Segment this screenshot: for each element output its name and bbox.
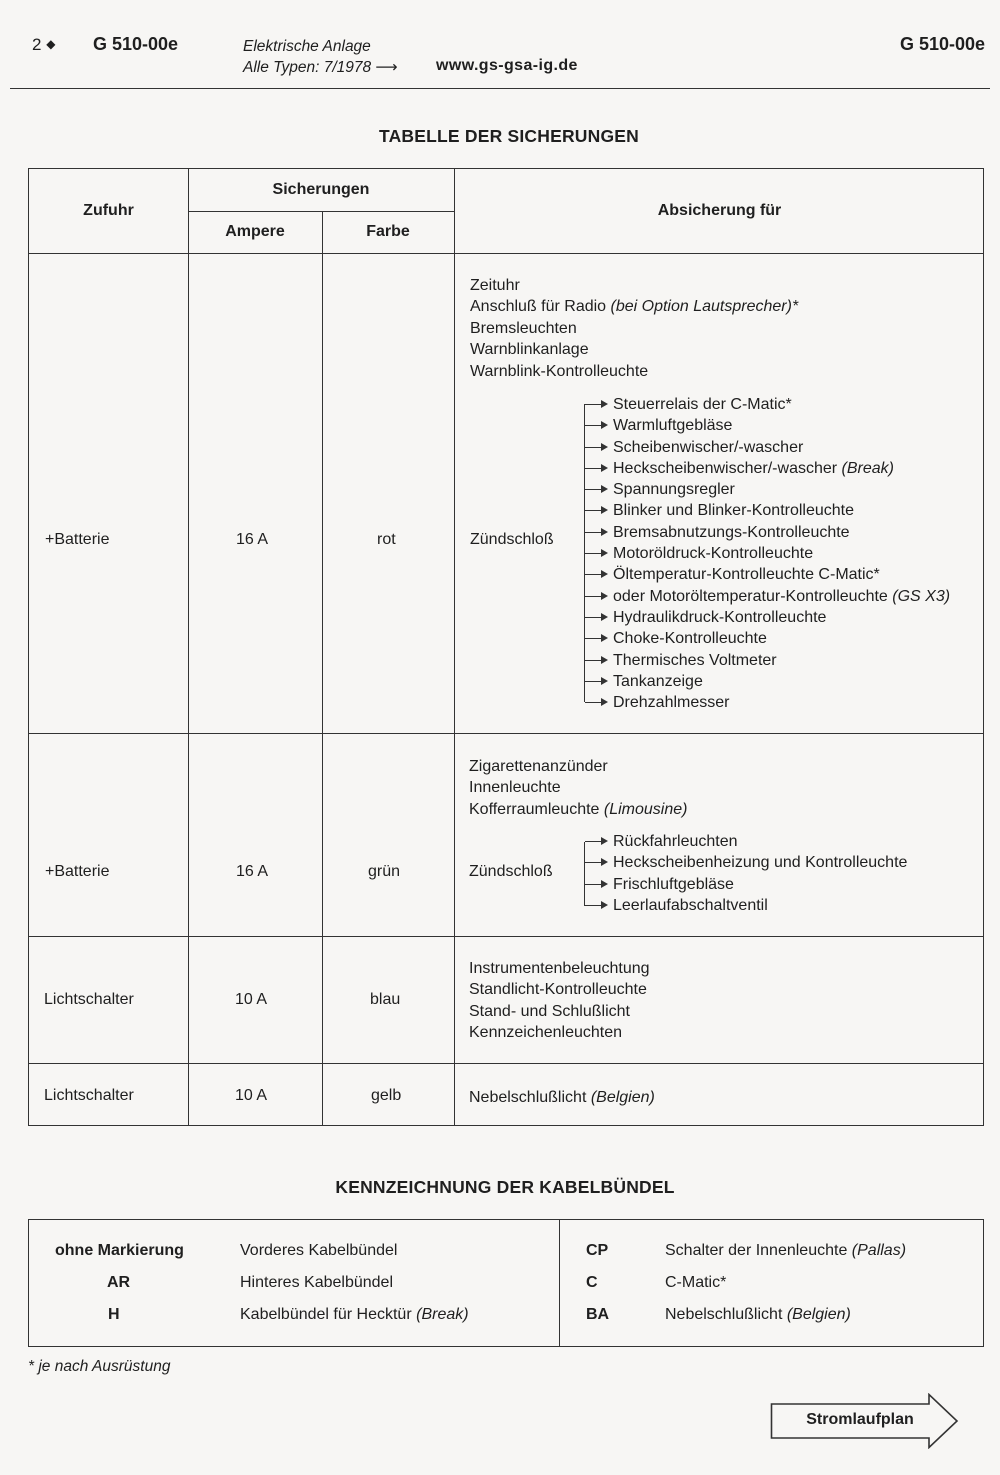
list-item: Innenleuchte — [469, 779, 561, 797]
cable-code: AR — [107, 1274, 131, 1291]
color-cell: grün — [368, 863, 401, 880]
cable-code: BA — [586, 1306, 610, 1323]
supply-cell: +Batterie — [45, 531, 110, 548]
list-item: Rückfahrleuchten — [585, 831, 907, 852]
list-item: Warmluftgebläse — [585, 415, 950, 436]
list-item: Nebelschlußlicht (Belgien) — [469, 1089, 655, 1106]
arrow-icon — [585, 404, 605, 405]
arrow-icon — [585, 702, 605, 703]
doc-code-right: G 510-00e — [899, 34, 985, 54]
supply-cell: Lichtschalter — [44, 991, 134, 1008]
cable-desc: Nebelschlußlicht (Belgien) — [665, 1306, 851, 1323]
list-item: Anschluß für Radio (bei Option Lautsprecher)* — [470, 298, 799, 316]
list-item: Instrumentenbeleuchtung — [469, 960, 650, 977]
list-item: Spannungsregler — [585, 479, 950, 500]
row-divider — [188, 211, 454, 212]
header-color: Farbe — [366, 223, 410, 240]
cable-desc: Hinteres Kabelbündel — [240, 1274, 393, 1291]
list-item: oder Motoröltemperatur-Kontrolleuchte (GS X3) — [585, 586, 950, 607]
row-divider — [29, 936, 983, 937]
fuse-table-title: TABELLE DER SICHERUNGEN — [379, 126, 639, 146]
list-item: Standlicht-Kontrolleuchte — [469, 981, 647, 999]
color-cell: gelb — [371, 1087, 402, 1104]
list-item: Motoröldruck-Kontrolleuchte — [585, 543, 950, 564]
list-item: Tankanzeige — [585, 671, 950, 692]
header-ampere: Ampere — [225, 223, 285, 240]
list-item: Stand- und Schlußlicht — [469, 1002, 630, 1020]
arrow-icon — [585, 596, 605, 597]
arrow-icon — [585, 425, 605, 426]
col-divider — [322, 211, 323, 1125]
list-item: Leerlaufabschaltventil — [585, 895, 907, 916]
arrow-icon — [585, 553, 605, 554]
arrow-icon — [585, 681, 605, 682]
switched-list — [585, 831, 907, 916]
arrow-icon — [585, 884, 605, 885]
header-protects: Absicherung für — [657, 202, 782, 219]
cable-table-title: KENNZEICHNUNG DER KABELBÜNDEL — [335, 1177, 675, 1197]
row-divider — [29, 1063, 983, 1064]
page-number-value: 2 — [32, 35, 42, 54]
ampere-cell: 10 A — [235, 991, 268, 1008]
ignition-switch-label: Zündschloß — [470, 531, 554, 548]
list-item: Steuerrelais der C-Matic* — [585, 394, 950, 415]
cable-table — [28, 1219, 984, 1347]
row-divider — [29, 253, 983, 254]
cable-code: ohne Markierung — [55, 1242, 184, 1259]
col-divider — [559, 1220, 560, 1346]
col-divider — [188, 169, 189, 1125]
ampere-cell: 16 A — [236, 863, 269, 880]
list-item: Zigarettenanzünder — [469, 758, 608, 775]
list-item: Zeituhr — [470, 277, 520, 294]
page-number — [32, 35, 55, 55]
col-divider — [454, 169, 455, 1125]
arrow-icon — [585, 532, 605, 533]
arrow-icon — [585, 638, 605, 639]
header-fuses: Sicherungen — [272, 181, 370, 198]
footnote: * je nach Ausrüstung — [28, 1358, 171, 1375]
list-item: Choke-Kontrolleuchte — [585, 628, 950, 649]
arrow-icon — [585, 447, 605, 448]
cable-desc: Kabelbündel für Hecktür (Break) — [240, 1306, 469, 1323]
list-item: Kennzeichenleuchten — [469, 1024, 623, 1042]
arrow-icon — [585, 841, 605, 842]
cable-desc: C-Matic* — [665, 1274, 727, 1291]
list-item: Hydraulikdruck-Kontrolleuchte — [585, 607, 950, 628]
list-item: Drehzahlmesser — [585, 692, 950, 713]
list-item: Warnblink-Kontrolleuchte — [470, 362, 649, 380]
list-item: Blinker und Blinker-Kontrolleuchte — [585, 500, 950, 521]
header-divider — [10, 88, 990, 89]
stromlaufplan-button[interactable] — [770, 1393, 960, 1449]
page-marker: ◆ — [46, 37, 56, 51]
website-link[interactable]: www.gs-gsa-ig.de — [436, 57, 578, 74]
color-cell: rot — [377, 531, 396, 548]
list-item: Heckscheibenheizung und Kontrolleuchte — [585, 852, 907, 873]
arrow-icon — [585, 862, 605, 863]
list-item: Bremsleuchten — [470, 319, 577, 337]
arrow-icon — [585, 510, 605, 511]
list-item: Frischluftgebläse — [585, 874, 907, 895]
cable-desc: Schalter der Innenleuchte (Pallas) — [665, 1242, 907, 1259]
list-item: Scheibenwischer/-wascher — [585, 437, 950, 458]
protected-list — [469, 958, 650, 1044]
supply-cell: Lichtschalter — [44, 1087, 134, 1104]
stromlaufplan-label: Stromlaufplan — [806, 1411, 914, 1428]
fuse-table — [28, 168, 984, 1126]
protected-list — [469, 1087, 655, 1108]
arrow-icon — [585, 489, 605, 490]
ampere-cell: 16 A — [236, 531, 269, 548]
ampere-cell: 10 A — [235, 1087, 268, 1104]
header-supply: Zufuhr — [83, 202, 134, 219]
arrow-icon — [585, 617, 605, 618]
protected-list — [469, 756, 687, 820]
cable-code: C — [586, 1274, 598, 1291]
arrow-icon — [585, 574, 605, 575]
doc-code: G 510-00e — [93, 34, 179, 54]
doc-subtitle — [243, 36, 398, 78]
arrow-icon — [585, 660, 605, 661]
subtitle-line-1: Elektrische Anlage — [243, 38, 371, 55]
cable-desc: Vorderes Kabelbündel — [240, 1242, 398, 1259]
cable-code: CP — [586, 1242, 609, 1259]
subtitle-line-2: Alle Typen: 7/1978 ⟶ — [243, 59, 398, 76]
arrow-icon — [585, 905, 605, 906]
color-cell: blau — [370, 991, 401, 1008]
list-item: Kofferraumleuchte (Limousine) — [469, 800, 688, 818]
list-item: Heckscheibenwischer/-wascher (Break) — [585, 458, 950, 479]
protected-list — [470, 275, 798, 382]
list-item: Thermisches Voltmeter — [585, 650, 950, 671]
ignition-switch-label: Zündschloß — [469, 863, 553, 880]
cable-code: H — [108, 1306, 120, 1323]
list-item: Bremsabnutzungs-Kontrolleuchte — [585, 522, 950, 543]
row-divider — [29, 733, 983, 734]
arrow-icon — [585, 468, 605, 469]
supply-cell: +Batterie — [45, 863, 110, 880]
list-item: Öltemperatur-Kontrolleuchte C-Matic* — [585, 564, 950, 585]
switched-list — [585, 394, 950, 713]
list-item: Warnblinkanlage — [470, 341, 589, 359]
